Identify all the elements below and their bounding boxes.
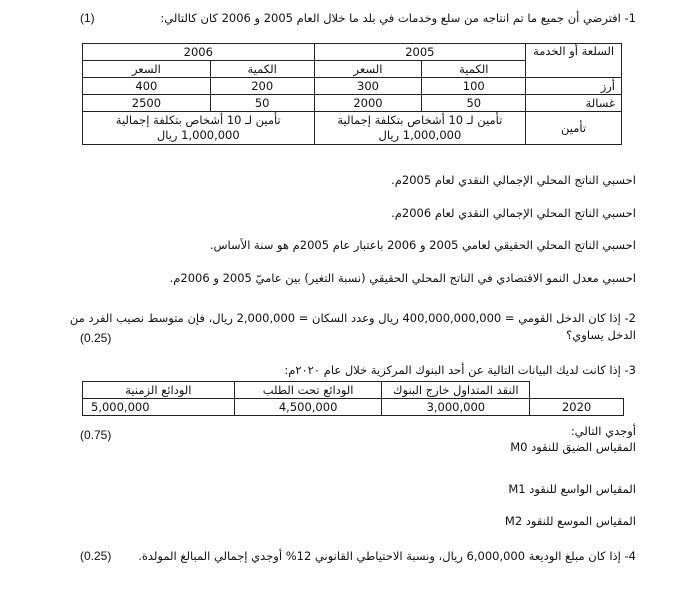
price-cell: 400	[83, 78, 211, 95]
insurance-2006-cell	[83, 112, 315, 145]
item-cell: أرز	[526, 78, 622, 95]
q2-mark: (0.25)	[80, 331, 112, 345]
demand-cell: 4,500,000	[234, 399, 382, 416]
insurance-2006-line2: 1,000,000 ريال	[156, 128, 240, 142]
time-header: الودائع الزمنية	[83, 382, 235, 399]
table-row	[83, 95, 622, 112]
table-row	[83, 399, 624, 416]
q3-m1: المقياس الواسع للنقود M1	[508, 482, 636, 496]
q3-m0: المقياس الضيق للنقود M0	[510, 440, 636, 454]
year-2006-header: 2006	[83, 44, 315, 61]
q2-line2: الدخل يساوي؟	[566, 328, 636, 342]
cash-header: النقد المتداول خارج البنوك	[382, 382, 530, 399]
demand-header: الودائع تحت الطلب	[234, 382, 382, 399]
cash-cell: 3,000,000	[382, 399, 530, 416]
price-cell: 300	[314, 78, 422, 95]
qty-cell: 100	[422, 78, 526, 95]
q1-task-3: احسبي الناتج المحلي الحقيقي لعامي 2005 و 2006 باعتبار عام 2005م هو سنة الأساس.	[209, 238, 636, 252]
qty-2006-header: الكمية	[210, 61, 314, 78]
q3-find: أوجدي التالي:	[570, 424, 636, 438]
item-cell: غسالة	[526, 95, 622, 112]
table-row	[83, 78, 622, 95]
empty-corner	[530, 382, 624, 399]
item-cell: تأمين	[526, 112, 622, 145]
price-2005-header: السعر	[314, 61, 422, 78]
year-cell: 2020	[530, 399, 624, 416]
q1-task-4: احسبي معدل النمو الاقتصادي في الناتج المحلي الحقيقي (نسبة التغير) بين عاميّ 2005 و 2006م.	[169, 271, 636, 285]
money-table	[82, 381, 624, 416]
time-cell: 5,000,000	[83, 399, 235, 416]
q3-text: 3- إذا كانت لديك البيانات التالية عن أحد البنوك المركزية خلال عام ٢٠٢٠م:	[284, 363, 636, 377]
col-item-header: السلعة أو الخدمة	[526, 44, 622, 78]
qty-2005-header: الكمية	[422, 61, 526, 78]
insurance-2005-line2: 1,000,000 ريال	[378, 128, 462, 142]
qty-cell: 50	[422, 95, 526, 112]
q1-task-2: احسبي الناتج المحلي الإجمالي النقدي لعام 2006م.	[391, 206, 636, 220]
price-cell: 2000	[314, 95, 422, 112]
year-2005-header: 2005	[314, 44, 526, 61]
q1-mark: (1)	[80, 11, 95, 25]
q3-m2: المقياس الموسع للنقود M2	[504, 514, 636, 528]
q4-text: 4- إذا كان مبلغ الوديعة 6,000,000 ريال، ونسبة الاحتياطي القانوني 12% أوجدي إجمالي المبالغ المولدة.	[138, 549, 636, 563]
q1-text: 1- افترضي أن جميع ما تم انتاجه من سلع وخدمات في بلد ما خلال العام 2005 و 2006 كان كالتالي:	[160, 11, 636, 25]
qty-cell: 50	[210, 95, 314, 112]
q1-task-1: احسبي الناتج المحلي الإجمالي النقدي لعام 2005م.	[391, 173, 636, 187]
q2-line1: 2- إذا كان الدخل القومي = 400,000,000,000 ريال وعدد السكان = 2,000,000 ريال، فإن متوسط نصيب الفرد من	[69, 311, 636, 325]
qty-cell: 200	[210, 78, 314, 95]
table-row	[83, 112, 622, 145]
price-2006-header: السعر	[83, 61, 211, 78]
insurance-2005-cell	[314, 112, 526, 145]
insurance-2006-line1: تأمين لـ 10 أشخاص بتكلفة إجمالية	[115, 113, 281, 127]
insurance-2005-line1: تأمين لـ 10 أشخاص بتكلفة إجمالية	[337, 113, 503, 127]
q4-mark: (0.25)	[80, 549, 112, 563]
price-cell: 2500	[83, 95, 211, 112]
q3-mark: (0.75)	[80, 428, 112, 442]
production-table	[82, 43, 622, 145]
